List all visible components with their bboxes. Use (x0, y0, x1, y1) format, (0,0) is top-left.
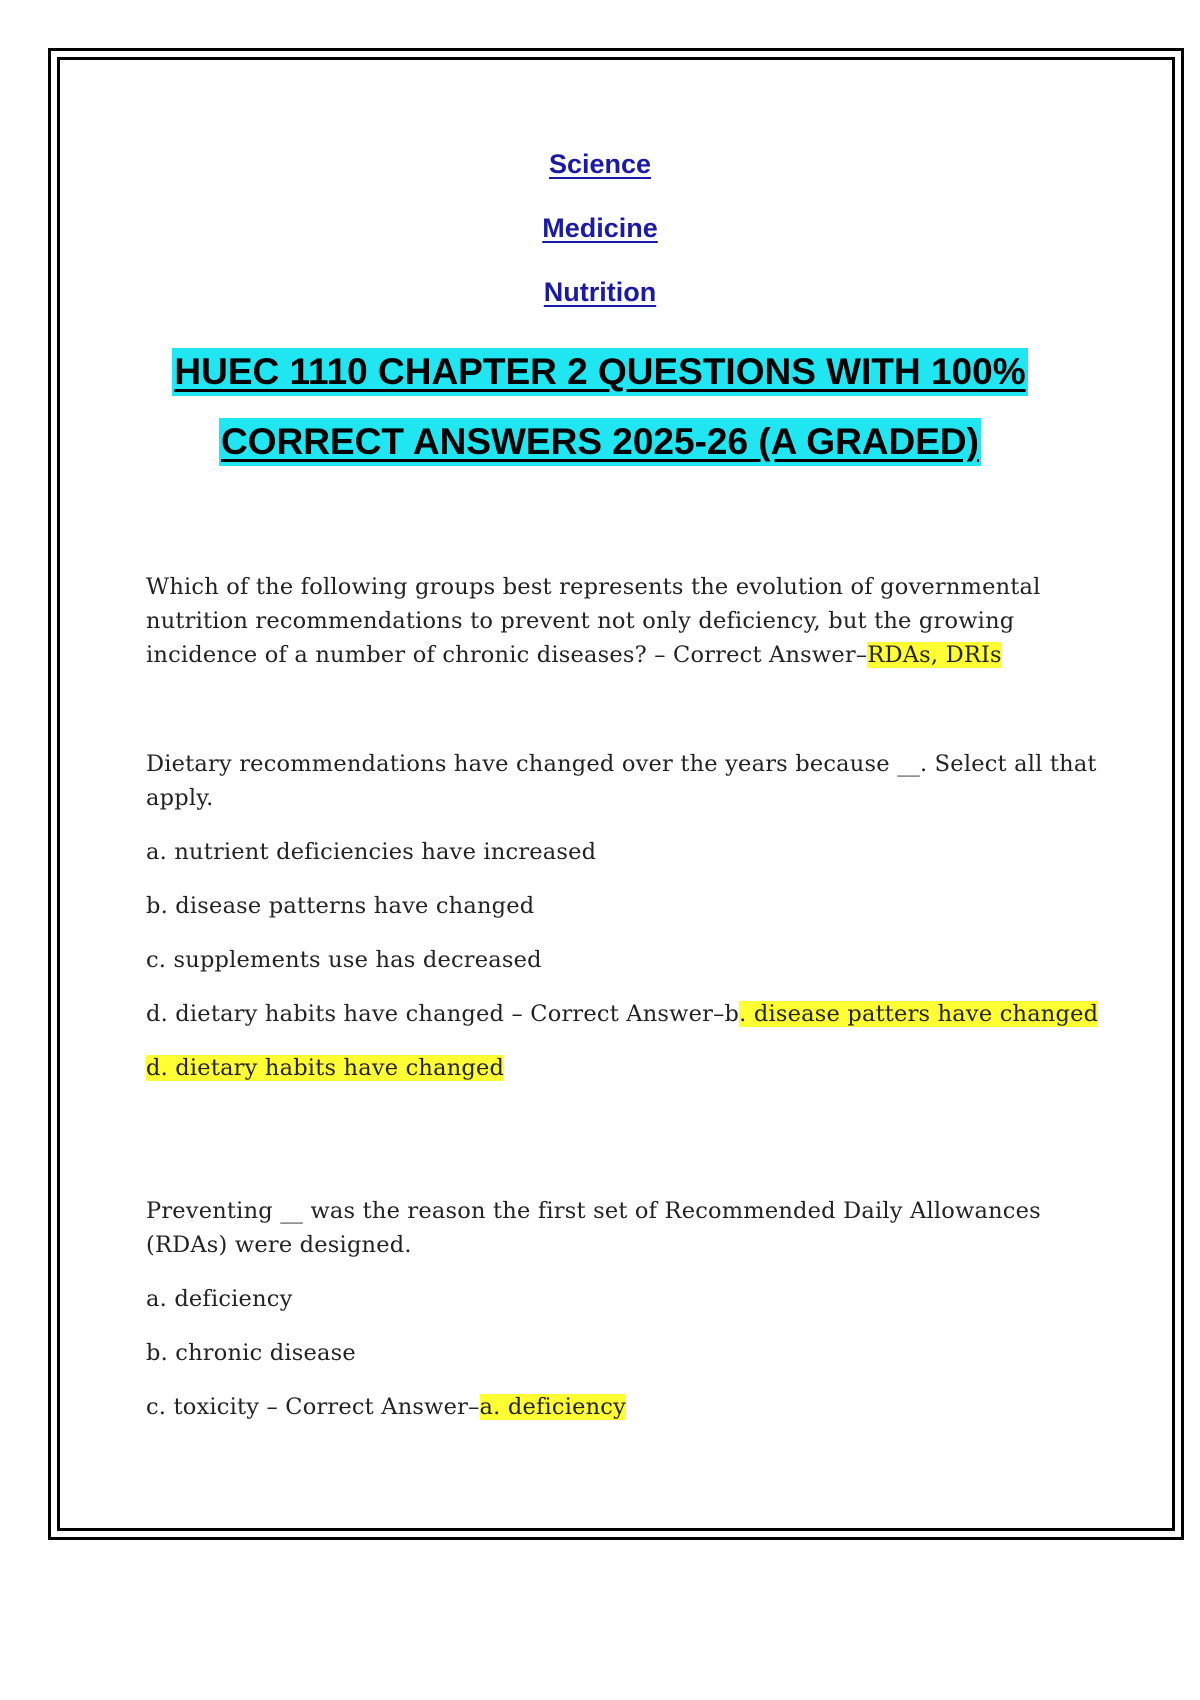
question-3-prompt: Preventing __ was the reason the first set of Recommended Daily Allowances (RDAs) were designed. (146, 1198, 1041, 1258)
question-1 (146, 570, 1106, 672)
question-2-option-c: c. supplements use has decreased (146, 947, 542, 973)
question-2-answer-1: . disease patters have changed (739, 1001, 1099, 1027)
question-2-option-a: a. nutrient deficiencies have increased (146, 839, 597, 865)
title-line-1: HUEC 1110 CHAPTER 2 QUESTIONS WITH 100% (172, 348, 1027, 396)
question-3-option-c-text: c. toxicity – Correct Answer– (146, 1394, 480, 1420)
question-2-prompt: Dietary recommendations have changed over the years because __. Select all that apply. (146, 751, 1097, 811)
question-3-option-a: a. deficiency (146, 1286, 293, 1312)
document-title (0, 340, 1200, 474)
link-nutrition[interactable]: Nutrition (543, 277, 657, 307)
question-2-answer-2-line (146, 1051, 1106, 1085)
question-2-option-b: b. disease patterns have changed (146, 893, 535, 919)
question-1-prompt: Which of the following groups best represents the evolution of governmental nutrition recommendations to prevent not only deficiency, but the growing incidence of a number of chronic diseases? – Correct Answer– (146, 574, 1041, 668)
question-3-answer: a. deficiency (479, 1394, 627, 1420)
question-1-answer: RDAs, DRIs (867, 642, 1002, 668)
category-links (0, 146, 1200, 310)
question-2 (146, 747, 1106, 1085)
title-line-2: CORRECT ANSWERS 2025-26 (A GRADED) (219, 418, 981, 466)
question-3-option-c (146, 1390, 1106, 1424)
question-1-text (146, 570, 1106, 672)
link-science[interactable]: Science (548, 149, 652, 179)
question-2-answer-2: d. dietary habits have changed (146, 1055, 505, 1081)
question-3-option-b: b. chronic disease (146, 1340, 356, 1366)
question-3 (146, 1194, 1106, 1424)
question-2-option-d-text: d. dietary habits have changed – Correct Answer–b (146, 1001, 740, 1027)
link-medicine[interactable]: Medicine (542, 213, 658, 243)
question-2-option-d (146, 997, 1106, 1031)
